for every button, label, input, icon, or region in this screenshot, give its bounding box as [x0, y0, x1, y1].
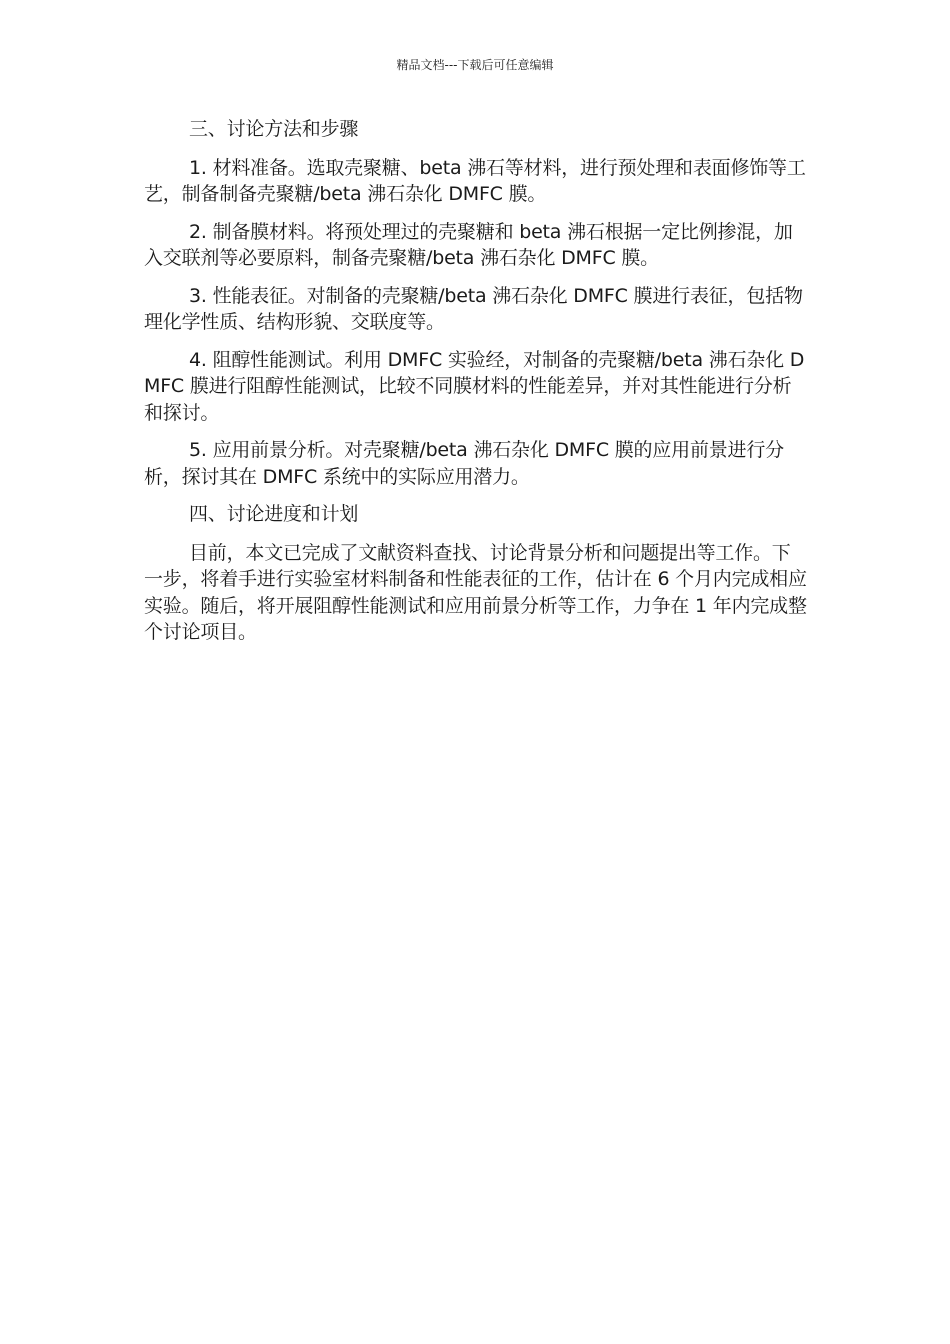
section-4-heading: 四、讨论进度和计划	[189, 503, 359, 525]
step-5-paragraph: 5. 应用前景分析。对壳聚糖/beta 沸石杂化 DMFC 膜的应用前景进行分析，探讨其在 DMFC 系统中的实际应用潜力。	[144, 439, 784, 488]
page-header: 精品文档---下载后可任意编辑	[396, 58, 554, 72]
step-1-paragraph: 1. 材料准备。选取壳聚糖、beta 沸石等材料，进行预处理和表面修饰等工艺，制备制备壳聚糖/beta 沸石杂化 DMFC 膜。	[144, 156, 806, 205]
section-3-heading: 三、讨论方法和步骤	[189, 118, 359, 140]
step-4-paragraph: 4. 阻醇性能测试。利用 DMFC 实验经，对制备的壳聚糖/beta 沸石杂化 DMFC 膜进行阻醇性能测试，比较不同膜材料的性能差异，并对其性能进行分析和探讨。	[144, 348, 805, 424]
progress-paragraph: 目前，本文已完成了文献资料查找、讨论背景分析和问题提出等工作。下一步，将着手进行实验室材料制备和性能表征的工作，估计在 6 个月内完成相应实验。随后，将开展阻醇性能测试和应用前景分析等工作，力争在 1 年内完成整个讨论项目。	[144, 541, 807, 643]
document-body	[144, 116, 808, 657]
step-2-paragraph: 2. 制备膜材料。将预处理过的壳聚糖和 beta 沸石根据一定比例掺混，加入交联剂等必要原料，制备壳聚糖/beta 沸石杂化 DMFC 膜。	[144, 220, 793, 269]
step-3-paragraph: 3. 性能表征。对制备的壳聚糖/beta 沸石杂化 DMFC 膜进行表征，包括物理化学性质、结构形貌、交联度等。	[144, 284, 803, 333]
